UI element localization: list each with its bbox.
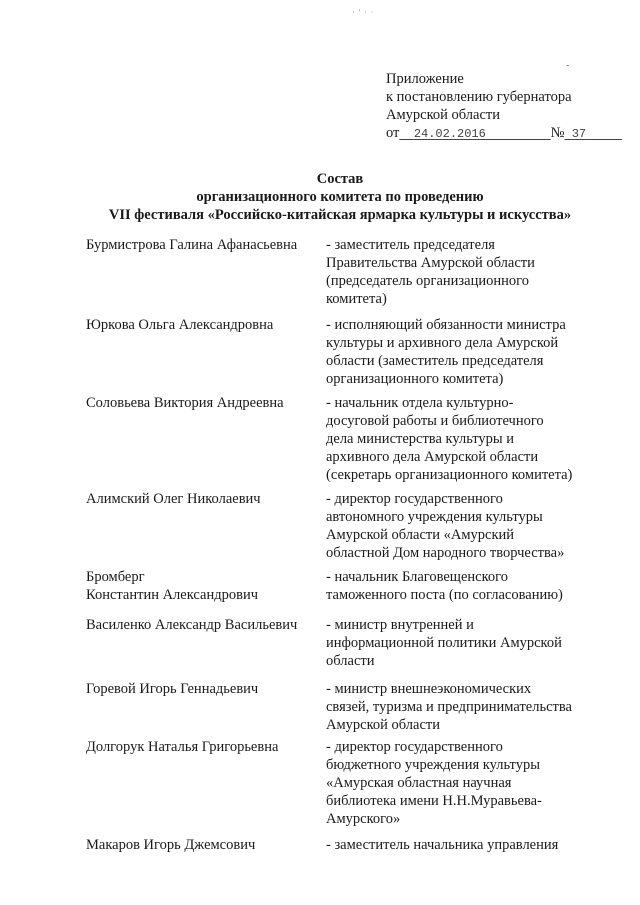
decree-number: 37 (571, 127, 587, 141)
member-role: - директор государственного бюджетного учреждения культуры «Амурская областная научная библиотека имени Н.Н.Муравьева- Амурского» (326, 739, 542, 827)
appendix-date-line (386, 124, 622, 143)
title-line-2: организационного комитета по проведению (196, 189, 484, 205)
date-prefix: от (386, 125, 400, 141)
member-role: - директор государственного автономного учреждения культуры Амурской области «Амурский областной Дом народного творчества» (326, 491, 565, 561)
member-name: Василенко Александр Васильевич (86, 617, 298, 633)
member-name: Горевой Игорь Геннадьевич (86, 681, 259, 697)
appendix-region: Амурской области (386, 107, 500, 123)
member-role: - исполняющий обязанности министра культуры и архивного дела Амурской области (заместитель председателя организационного комитета) (326, 317, 566, 387)
document-title (60, 170, 620, 224)
appendix-label: Приложение (386, 71, 464, 87)
scan-mark: · ' · · (352, 8, 375, 17)
member-role: - министр внутренней и информационной политики Амурской области (326, 617, 562, 669)
member-role: - начальник отдела культурно- досуговой работы и библиотечного дела министерства культуры и архивного дела Амурской области (секретарь организационного комитета) (326, 395, 573, 483)
scan-mark: - (566, 60, 570, 71)
member-role: - министр внешнеэкономических связей, туризма и предпринимательства Амурской области (326, 681, 572, 733)
member-role: - начальник Благовещенского таможенного поста (по согласованию) (326, 569, 563, 603)
title-line-3: VII фестиваля «Российско-китайская ярмарка культуры и искусства» (108, 207, 572, 223)
member-name: Макаров Игорь Джемсович (86, 837, 256, 853)
member-name: Алимский Олег Николаевич (86, 491, 261, 507)
member-role: - заместитель председателя Правительства Амурской области (председатель организационного комитета) (326, 237, 535, 307)
member-role: - заместитель начальника управления (326, 837, 559, 853)
decree-date: 24.02.2016 (413, 127, 486, 141)
title-line-1: Состав (316, 171, 364, 187)
member-name: Бурмистрова Галина Афанасьевна (86, 237, 298, 253)
appendix-decree-ref: к постановлению губернатора (386, 89, 572, 105)
member-name: Соловьева Виктория Андреевна (86, 395, 284, 411)
member-name: Долгорук Наталья Григорьевна (86, 739, 279, 755)
member-name: Бромберг Константин Александрович (86, 569, 258, 603)
number-prefix: № (550, 125, 565, 141)
appendix-header (386, 70, 622, 143)
member-name: Юркова Ольга Александровна (86, 317, 274, 333)
